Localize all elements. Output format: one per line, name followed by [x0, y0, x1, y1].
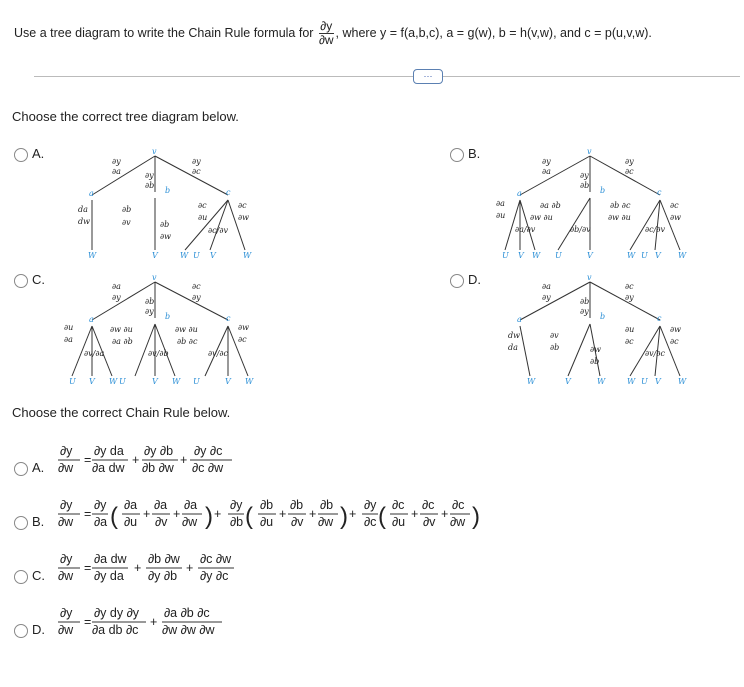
- svg-text:∂y: ∂y: [60, 606, 73, 620]
- svg-text:∂y dy ∂y: ∂y dy ∂y: [94, 606, 140, 620]
- svg-text:∂a dw: ∂a dw: [94, 552, 127, 566]
- svg-text:∂w: ∂w: [58, 515, 74, 529]
- svg-text:W: W: [597, 377, 606, 386]
- svg-text:∂b: ∂b: [145, 297, 155, 306]
- svg-text:∂y: ∂y: [192, 157, 201, 166]
- svg-text:∂c: ∂c: [392, 498, 405, 512]
- svg-text:∂y ∂b: ∂y ∂b: [148, 569, 178, 583]
- svg-text:=: =: [84, 507, 92, 521]
- svg-text:∂v/∂a: ∂v/∂a: [84, 349, 105, 358]
- tree-prompt: Choose the correct tree diagram below.: [12, 109, 239, 124]
- svg-text:W: W: [627, 251, 636, 260]
- svg-text:∂b ∂w: ∂b ∂w: [142, 461, 174, 475]
- svg-text:V: V: [587, 251, 593, 260]
- svg-text:∂w: ∂w: [58, 569, 74, 583]
- svg-text:+: +: [132, 453, 140, 467]
- svg-text:∂v/∂b: ∂v/∂b: [148, 349, 169, 358]
- svg-text:∂w: ∂w: [58, 623, 74, 637]
- svg-text:∂v: ∂v: [550, 331, 559, 340]
- svg-text:∂u: ∂u: [64, 323, 74, 332]
- svg-text:∂v: ∂v: [423, 515, 436, 529]
- svg-text:V: V: [225, 377, 231, 386]
- svg-text:W: W: [180, 251, 189, 260]
- svg-text:∂b: ∂b: [550, 343, 560, 352]
- svg-text:∂y: ∂y: [625, 293, 634, 302]
- svg-text:b: b: [165, 186, 171, 195]
- svg-text:da: da: [508, 343, 518, 352]
- svg-text:∂c: ∂c: [670, 201, 679, 210]
- svg-text:∂a: ∂a: [112, 167, 121, 176]
- svg-text:∂c: ∂c: [198, 201, 207, 210]
- svg-text:∂w: ∂w: [182, 515, 198, 529]
- svg-text:V: V: [565, 377, 571, 386]
- svg-text:+: +: [411, 507, 419, 521]
- svg-text:∂y: ∂y: [542, 157, 551, 166]
- svg-text:∂w: ∂w: [670, 213, 681, 222]
- svg-text:dw: dw: [508, 331, 520, 340]
- svg-text:∂a db ∂c: ∂a db ∂c: [92, 623, 139, 637]
- svg-text:∂w: ∂w: [58, 461, 74, 475]
- svg-text:V: V: [518, 251, 524, 260]
- svg-text:∂y: ∂y: [60, 498, 73, 512]
- svg-text:+: +: [441, 507, 449, 521]
- svg-text:∂a ∂b: ∂a ∂b: [112, 337, 133, 346]
- svg-text:∂y: ∂y: [580, 307, 589, 316]
- svg-text:c: c: [226, 314, 231, 323]
- svg-text:a: a: [89, 315, 94, 324]
- svg-text:a: a: [517, 315, 522, 324]
- rule-option-a-label: A.: [32, 460, 45, 475]
- svg-text:∂c: ∂c: [192, 167, 201, 176]
- svg-text:c: c: [657, 314, 662, 323]
- svg-text:(: (: [378, 503, 386, 530]
- svg-text:U: U: [193, 251, 200, 260]
- tree-a-diagram: [78, 147, 252, 260]
- svg-text:V: V: [152, 251, 158, 260]
- svg-text:∂b: ∂b: [122, 205, 132, 214]
- tree-option-c-label: C.: [32, 272, 45, 287]
- svg-text:+: +: [150, 615, 158, 629]
- tree-c-diagram: [64, 273, 254, 386]
- chain-rule-formulas: [0, 440, 744, 687]
- svg-text:dw: dw: [78, 217, 90, 226]
- svg-text:∂y da: ∂y da: [94, 444, 124, 458]
- svg-text:∂a: ∂a: [542, 167, 551, 176]
- svg-text:∂y: ∂y: [230, 498, 243, 512]
- svg-text:∂y: ∂y: [60, 552, 73, 566]
- question-frac-num: ∂y: [320, 19, 333, 33]
- svg-text:∂u: ∂u: [124, 515, 138, 529]
- svg-text:W: W: [678, 377, 687, 386]
- svg-text:∂y: ∂y: [112, 293, 121, 302]
- svg-text:+: +: [134, 561, 142, 575]
- svg-text:(: (: [110, 503, 118, 530]
- svg-text:∂y: ∂y: [94, 498, 107, 512]
- svg-text:+: +: [279, 507, 287, 521]
- svg-text:W: W: [627, 377, 636, 386]
- svg-text:=: =: [84, 561, 92, 575]
- svg-text:∂c: ∂c: [422, 498, 435, 512]
- svg-text:W: W: [88, 251, 97, 260]
- svg-text:∂w: ∂w: [450, 515, 466, 529]
- svg-text:∂a: ∂a: [184, 498, 198, 512]
- svg-text:U: U: [641, 377, 648, 386]
- svg-text:b: b: [600, 186, 606, 195]
- svg-text:∂a ∂b: ∂a ∂b: [540, 201, 561, 210]
- svg-text:∂v: ∂v: [291, 515, 304, 529]
- svg-text:W: W: [532, 251, 541, 260]
- svg-text:V: V: [89, 377, 95, 386]
- svg-text:a: a: [89, 189, 94, 198]
- svg-text:v: v: [152, 147, 157, 156]
- svg-text:U: U: [69, 377, 76, 386]
- rule-option-d-label: D.: [32, 622, 45, 637]
- svg-text:∂b ∂w: ∂b ∂w: [148, 552, 180, 566]
- svg-text:a: a: [517, 189, 522, 198]
- svg-text:∂b: ∂b: [145, 181, 155, 190]
- svg-text:W: W: [245, 377, 254, 386]
- rule-option-b-label: B.: [32, 514, 45, 529]
- svg-text:∂w ∂u: ∂w ∂u: [530, 213, 553, 222]
- svg-text:∂c: ∂c: [625, 282, 634, 291]
- svg-text:c: c: [226, 188, 231, 197]
- svg-text:+: +: [186, 561, 194, 575]
- svg-text:=: =: [84, 615, 92, 629]
- svg-text:W: W: [527, 377, 536, 386]
- svg-text:∂y: ∂y: [625, 157, 634, 166]
- svg-text:V: V: [655, 377, 661, 386]
- svg-text:∂w ∂u: ∂w ∂u: [110, 325, 133, 334]
- svg-text:∂a: ∂a: [112, 282, 121, 291]
- svg-text:∂u: ∂u: [260, 515, 274, 529]
- svg-text:∂b: ∂b: [590, 357, 600, 366]
- question-prefix: Use a tree diagram to write the Chain Rule formula for: [14, 25, 314, 40]
- svg-text:∂c: ∂c: [625, 167, 634, 176]
- svg-text:): ): [472, 503, 480, 530]
- svg-text:b: b: [165, 312, 171, 321]
- svg-text:∂y: ∂y: [364, 498, 377, 512]
- svg-text:V: V: [152, 377, 158, 386]
- svg-text:V: V: [210, 251, 216, 260]
- svg-text:U: U: [555, 251, 562, 260]
- svg-text:=: =: [84, 453, 92, 467]
- svg-text:∂w: ∂w: [318, 515, 334, 529]
- svg-text:∂w ∂u: ∂w ∂u: [175, 325, 198, 334]
- svg-text:∂b: ∂b: [580, 297, 590, 306]
- svg-text:∂b: ∂b: [260, 498, 274, 512]
- svg-text:W: W: [678, 251, 687, 260]
- svg-text:b: b: [600, 312, 606, 321]
- svg-text:∂c/∂v: ∂c/∂v: [208, 226, 228, 235]
- svg-text:∂b ∂c: ∂b ∂c: [610, 201, 631, 210]
- svg-text:∂c: ∂c: [670, 337, 679, 346]
- svg-text:∂w ∂u: ∂w ∂u: [608, 213, 631, 222]
- svg-text:∂w: ∂w: [238, 213, 249, 222]
- svg-text:+: +: [214, 507, 222, 521]
- svg-text:∂c: ∂c: [452, 498, 465, 512]
- svg-text:∂b: ∂b: [290, 498, 304, 512]
- svg-text:∂b ∂c: ∂b ∂c: [177, 337, 198, 346]
- svg-text:c: c: [657, 188, 662, 197]
- svg-text:): ): [205, 503, 213, 530]
- svg-text:∂a: ∂a: [154, 498, 168, 512]
- tree-option-b-label: B.: [468, 146, 481, 161]
- svg-text:∂c: ∂c: [238, 335, 247, 344]
- svg-text:(: (: [245, 503, 253, 530]
- svg-text:∂a: ∂a: [496, 199, 505, 208]
- svg-text:∂y: ∂y: [192, 293, 201, 302]
- svg-text:∂y da: ∂y da: [94, 569, 124, 583]
- svg-text:∂a: ∂a: [94, 515, 108, 529]
- svg-text:∂c: ∂c: [238, 201, 247, 210]
- svg-text:∂y: ∂y: [145, 171, 154, 180]
- svg-text:∂a: ∂a: [124, 498, 138, 512]
- svg-text:U: U: [193, 377, 200, 386]
- svg-text:W: W: [243, 251, 252, 260]
- more-button[interactable]: ···: [413, 69, 443, 84]
- svg-text:∂w ∂w ∂w: ∂w ∂w ∂w: [162, 623, 215, 637]
- svg-text:∂v/∂c: ∂v/∂c: [645, 349, 665, 358]
- svg-text:∂v: ∂v: [155, 515, 168, 529]
- svg-text:∂y: ∂y: [542, 293, 551, 302]
- svg-text:∂v/∂c: ∂v/∂c: [208, 349, 228, 358]
- svg-text:∂w: ∂w: [160, 232, 171, 241]
- svg-text:): ): [340, 503, 348, 530]
- svg-text:da: da: [78, 205, 88, 214]
- svg-text:∂y: ∂y: [60, 444, 73, 458]
- svg-text:+: +: [173, 507, 181, 521]
- svg-text:∂y: ∂y: [580, 171, 589, 180]
- svg-text:∂a: ∂a: [64, 335, 73, 344]
- svg-text:∂w: ∂w: [670, 325, 681, 334]
- svg-text:+: +: [309, 507, 317, 521]
- svg-text:∂c: ∂c: [364, 515, 377, 529]
- svg-text:V: V: [655, 251, 661, 260]
- svg-text:∂c: ∂c: [192, 282, 201, 291]
- svg-text:∂u: ∂u: [392, 515, 406, 529]
- svg-text:∂b/∂v: ∂b/∂v: [570, 225, 591, 234]
- svg-text:∂w: ∂w: [590, 345, 601, 354]
- svg-text:∂c ∂w: ∂c ∂w: [192, 461, 224, 475]
- svg-text:+: +: [143, 507, 151, 521]
- svg-text:∂b: ∂b: [160, 220, 170, 229]
- svg-text:∂b: ∂b: [580, 181, 590, 190]
- svg-text:∂u: ∂u: [198, 213, 208, 222]
- svg-text:∂c ∂w: ∂c ∂w: [200, 552, 232, 566]
- svg-text:∂b: ∂b: [230, 515, 244, 529]
- tree-d-diagram: [508, 273, 687, 386]
- svg-text:∂y: ∂y: [145, 307, 154, 316]
- svg-text:∂a ∂b ∂c: ∂a ∂b ∂c: [164, 606, 210, 620]
- svg-text:W: W: [172, 377, 181, 386]
- svg-text:v: v: [152, 273, 157, 282]
- svg-text:∂u: ∂u: [625, 325, 635, 334]
- svg-text:∂y: ∂y: [112, 157, 121, 166]
- svg-text:v: v: [587, 273, 592, 282]
- svg-text:∂a dw: ∂a dw: [92, 461, 125, 475]
- svg-text:∂a/∂v: ∂a/∂v: [515, 225, 536, 234]
- question-suffix: , where y = f(a,b,c), a = g(w), b = h(v,w), and c = p(u,v,w).: [335, 25, 652, 40]
- svg-text:∂y ∂c: ∂y ∂c: [200, 569, 229, 583]
- svg-text:W: W: [109, 377, 118, 386]
- svg-text:U: U: [641, 251, 648, 260]
- svg-text:∂y ∂b: ∂y ∂b: [144, 444, 174, 458]
- svg-text:∂u: ∂u: [496, 211, 506, 220]
- tree-option-d-label: D.: [468, 272, 481, 287]
- svg-text:∂a: ∂a: [542, 282, 551, 291]
- rule-option-c-label: C.: [32, 568, 45, 583]
- svg-text:∂b: ∂b: [320, 498, 334, 512]
- svg-text:+: +: [349, 507, 357, 521]
- svg-text:U: U: [502, 251, 509, 260]
- svg-text:v: v: [587, 147, 592, 156]
- tree-b-diagram: [496, 147, 687, 260]
- svg-text:∂w: ∂w: [238, 323, 249, 332]
- svg-text:∂v: ∂v: [122, 218, 131, 227]
- svg-text:∂c: ∂c: [625, 337, 634, 346]
- rule-prompt: Choose the correct Chain Rule below.: [12, 405, 231, 420]
- question-frac-den: ∂w: [318, 33, 334, 47]
- svg-text:∂c/∂v: ∂c/∂v: [645, 225, 665, 234]
- svg-text:+: +: [180, 453, 188, 467]
- svg-text:U: U: [119, 377, 126, 386]
- svg-text:∂y ∂c: ∂y ∂c: [194, 444, 223, 458]
- tree-option-a-label: A.: [32, 146, 45, 161]
